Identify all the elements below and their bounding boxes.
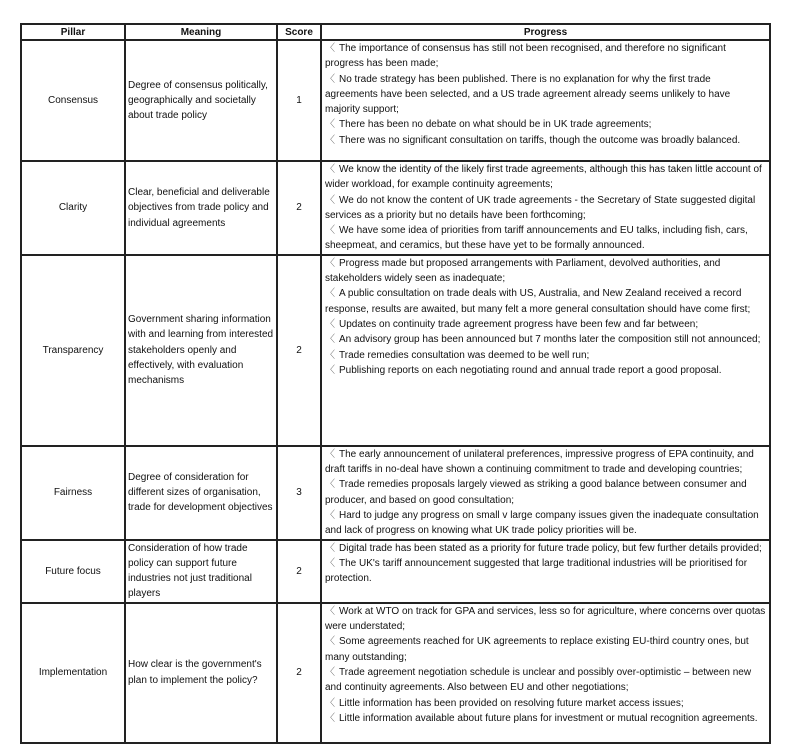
table-row <box>21 446 770 540</box>
progress-item <box>325 604 766 635</box>
progress-item <box>325 541 766 556</box>
bullet-icon: 〈 <box>325 448 335 460</box>
meaning-cell: Degree of consideration for different sizes of organisation, trade for development objectives <box>125 446 277 540</box>
bullet-icon: 〈 <box>325 164 335 175</box>
progress-text: Progress made but proposed arrangements with Parliament, devolved authorities, and stakeholders widely seen as inadequate; <box>325 257 721 285</box>
progress-text: We know the identity of the likely first trade agreements, although this has taken little account of wider workload, for example continuity agreements; <box>325 164 762 191</box>
header-pillar: Pillar <box>21 24 125 40</box>
progress-item <box>325 286 766 317</box>
table-row <box>21 540 770 603</box>
pillar-cell: Implementation <box>21 603 125 743</box>
pillar-cell: Future focus <box>21 540 125 603</box>
meaning-cell: Government sharing information with and learning from interested stakeholders openly and effectively, with evaluation mechanisms <box>125 255 277 446</box>
trade-policy-pillars-table <box>20 23 771 744</box>
progress-item <box>325 162 766 193</box>
table-row <box>21 161 770 255</box>
progress-item <box>325 348 766 363</box>
score-cell: 3 <box>277 446 321 540</box>
bullet-icon: 〈 <box>325 334 335 346</box>
bullet-icon: 〈 <box>325 318 335 330</box>
progress-text: Trade remedies consultation was deemed to be well run; <box>339 349 590 361</box>
bullet-icon: 〈 <box>325 557 335 569</box>
progress-item <box>325 363 766 378</box>
progress-text: The UK's tariff announcement suggested that large traditional industries will be prioritised for protection. <box>325 557 748 585</box>
bullet-icon: 〈 <box>325 73 335 85</box>
score-cell: 2 <box>277 255 321 446</box>
progress-text: The early announcement of unilateral preferences, impressive progress of EPA continuity, and draft tariffs in no-deal have shown a continuing commitment to trade and developing countries; <box>325 448 754 476</box>
bullet-icon: 〈 <box>325 349 335 361</box>
header-row <box>21 24 770 40</box>
progress-item <box>325 696 766 711</box>
header-meaning: Meaning <box>125 24 277 40</box>
progress-item <box>325 72 766 118</box>
bullet-icon: 〈 <box>325 134 335 146</box>
progress-item <box>325 332 766 347</box>
meaning-cell: Consideration of how trade policy can support future industries not just traditional players <box>125 540 277 603</box>
progress-text: We do not know the content of UK trade agreements - the Secretary of State suggested digital services as a priority but no details have been forthcoming; <box>325 194 756 221</box>
progress-cell <box>321 255 770 446</box>
bullet-icon: 〈 <box>325 712 335 724</box>
bullet-icon: 〈 <box>325 194 335 206</box>
score-cell: 2 <box>277 540 321 603</box>
bullet-icon: 〈 <box>325 119 335 131</box>
score-cell: 2 <box>277 161 321 255</box>
bullet-icon: 〈 <box>325 257 335 269</box>
table-row <box>21 255 770 446</box>
progress-item <box>325 447 766 478</box>
pillar-cell: Clarity <box>21 161 125 255</box>
score-cell: 1 <box>277 40 321 161</box>
progress-text: Updates on continuity trade agreement progress have been few and far between; <box>339 318 699 330</box>
header-score: Score <box>277 24 321 40</box>
progress-text: Digital trade has been stated as a priority for future trade policy, but few further details provided; <box>339 542 762 554</box>
table-row <box>21 40 770 161</box>
progress-cell <box>321 40 770 161</box>
progress-item <box>325 41 766 72</box>
pillar-cell: Transparency <box>21 255 125 446</box>
progress-text: Work at WTO on track for GPA and services, less so for agriculture, where concerns over quotas were understated; <box>325 605 766 633</box>
bullet-icon: 〈 <box>325 697 335 709</box>
progress-cell <box>321 540 770 603</box>
progress-text: Some agreements reached for UK agreements to replace existing EU-third country ones, but many outstanding; <box>325 636 749 663</box>
progress-item <box>325 634 766 665</box>
bullet-icon: 〈 <box>325 288 335 300</box>
progress-text: Trade agreement negotiation schedule is unclear and possibly over-optimistic – between new and continuity agreements. Also between EU and other negotiations; <box>325 666 752 694</box>
progress-item <box>325 711 766 726</box>
progress-text: Trade remedies proposals largely viewed as striking a good balance between consumer and producer, and based on good consultation; <box>325 479 747 506</box>
progress-item <box>325 223 766 254</box>
bullet-icon: 〈 <box>325 43 335 54</box>
bullet-icon: 〈 <box>325 509 335 521</box>
bullet-icon: 〈 <box>325 666 335 678</box>
progress-cell <box>321 446 770 540</box>
progress-text: The importance of consensus has still not been recognised, and therefore no significant progress has been made; <box>325 43 726 70</box>
meaning-cell: How clear is the government's plan to implement the policy? <box>125 603 277 743</box>
progress-item <box>325 133 766 148</box>
progress-text: There has been no debate on what should be in UK trade agreements; <box>339 119 652 131</box>
pillar-cell: Consensus <box>21 40 125 161</box>
progress-item <box>325 556 766 587</box>
progress-text: No trade strategy has been published. There is no explanation for why the first trade agreements have been selected, and a US trade agreement already seems unlikely to have majority support; <box>325 73 731 116</box>
progress-text: Hard to judge any progress on small v large company issues given the inadequate consultation and lack of progress on knowing what UK trade policy priorities will be. <box>325 509 759 537</box>
bullet-icon: 〈 <box>325 225 335 237</box>
bullet-icon: 〈 <box>325 479 335 491</box>
bullet-icon: 〈 <box>325 542 335 554</box>
progress-item <box>325 477 766 508</box>
progress-text: We have some idea of priorities from tariff announcements and EU talks, including fish, cars, sheepmeat, and ceramics, but these have yet to be formally announced. <box>325 225 748 252</box>
progress-item <box>325 193 766 224</box>
progress-item <box>325 256 766 287</box>
progress-text: Little information has been provided on resolving future market access issues; <box>339 697 684 709</box>
progress-cell <box>321 161 770 255</box>
progress-item <box>325 117 766 132</box>
table-row <box>21 603 770 743</box>
score-cell: 2 <box>277 603 321 743</box>
progress-text: Publishing reports on each negotiating round and annual trade report a good proposal. <box>339 364 722 376</box>
progress-cell <box>321 603 770 743</box>
progress-item <box>325 665 766 696</box>
progress-item <box>325 317 766 332</box>
progress-item <box>325 508 766 539</box>
progress-text: An advisory group has been announced but 7 months later the composition still not announced; <box>339 334 761 346</box>
bullet-icon: 〈 <box>325 605 335 617</box>
header-progress: Progress <box>321 24 770 40</box>
progress-text: There was no significant consultation on tariffs, though the outcome was broadly balanced. <box>339 134 741 146</box>
progress-text: Little information available about future plans for investment or mutual recognition agreements. <box>339 712 758 724</box>
meaning-cell: Degree of consensus politically, geographically and societally about trade policy <box>125 40 277 161</box>
bullet-icon: 〈 <box>325 364 335 376</box>
pillar-cell: Fairness <box>21 446 125 540</box>
meaning-cell: Clear, beneficial and deliverable objectives from trade policy and individual agreements <box>125 161 277 255</box>
progress-text: A public consultation on trade deals with US, Australia, and New Zealand received a record response, results are awaited, but many felt a more general consultation should have come first; <box>325 288 751 315</box>
bullet-icon: 〈 <box>325 636 335 648</box>
